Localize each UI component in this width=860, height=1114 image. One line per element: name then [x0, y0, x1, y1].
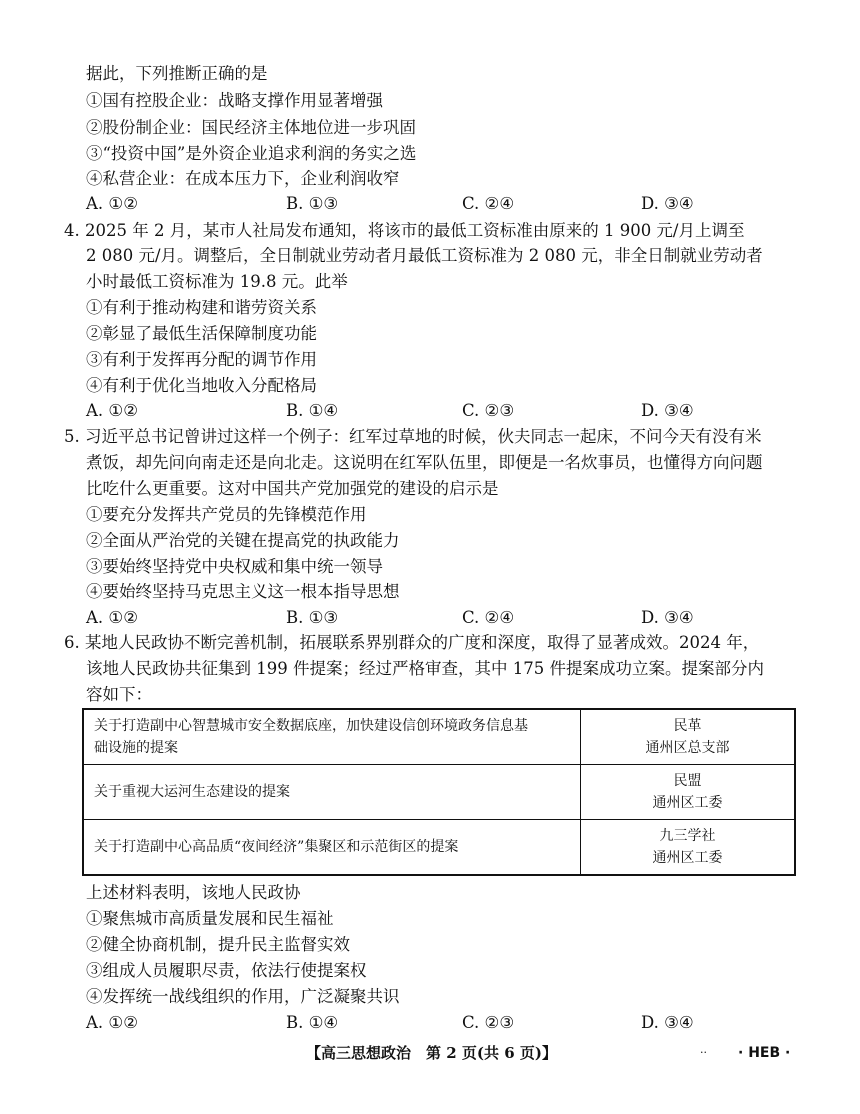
proposal-table [82, 708, 796, 876]
q4-statement-2: ②彰显了最低生活保障制度功能 [86, 324, 317, 343]
q5-option-c: C. ②④ [462, 608, 515, 627]
q4-option-b: B. ①④ [286, 401, 339, 420]
proposal-org-cell [581, 765, 796, 820]
q6-statement-3: ③组成人员履职尽责，依法行使提案权 [86, 961, 367, 980]
q6-option-a: A. ①② [86, 1013, 138, 1032]
q5-stem-line-1: 5. 习近平总书记曾讲过这样一个例子：红军过草地的时候，伙夫同志一起床，不问今天有没有米 [64, 427, 762, 446]
q5-statement-2: ②全面从严治党的关键在提高党的执政能力 [86, 531, 400, 550]
q5-option-d: D. ③④ [641, 608, 694, 627]
proposal-org-cell [581, 820, 796, 876]
q6-statement-4: ④发挥统一战线组织的作用，广泛凝聚共识 [86, 987, 400, 1006]
q4-statement-4: ④有利于优化当地收入分配格局 [86, 376, 317, 395]
q5-option-b: B. ①③ [286, 608, 339, 627]
q3-statement-4: ④私营企业：在成本压力下，企业利润收窄 [86, 169, 400, 188]
q5-stem-line-3: 比吃什么更重要。这对中国共产党加强党的建设的启示是 [86, 479, 499, 498]
proposal-org-unit: 通州区工委 [652, 850, 723, 866]
q5-statement-4: ④要始终坚持马克思主义这一根本指导思想 [86, 582, 400, 601]
proposal-title-cell [83, 820, 581, 876]
q3-option-c: C. ②④ [462, 194, 515, 213]
table-row [83, 709, 795, 765]
proposal-title-line: 关于打造副中心智慧城市安全数据底座，加快建设信创环境政务信息基 [94, 718, 528, 734]
q6-stem-line-1: 6. 某地人民政协不断完善机制，拓展联系界别群众的广度和深度，取得了显著成效。2024 年， [64, 633, 760, 652]
q6-statement-2: ②健全协商机制，提升民主监督实效 [86, 935, 350, 954]
proposal-title-line: 关于重视大运河生态建设的提案 [94, 784, 290, 800]
q3-option-a: A. ①② [86, 194, 138, 213]
proposal-org-name: 民革 [673, 718, 702, 734]
proposal-org-unit: 通州区工委 [652, 795, 723, 811]
q4-statement-3: ③有利于发挥再分配的调节作用 [86, 350, 317, 369]
q4-option-c: C. ②③ [462, 401, 515, 420]
proposal-title-line: 础设施的提案 [94, 740, 178, 756]
proposal-org-cell [581, 709, 796, 765]
q4-stem-line-2: 2 080 元/月。调整后，全日制就业劳动者月最低工资标准为 2 080 元，非全日制就业劳动者 [86, 246, 763, 265]
q3-statement-3: ③“投资中国”是外资企业追求利润的务实之选 [86, 144, 417, 163]
q4-stem-line-1: 4. 2025 年 2 月，某市人社局发布通知，将该市的最低工资标准由原来的 1 900 元/月上调至 [64, 221, 745, 240]
q5-option-a: A. ①② [86, 608, 138, 627]
q3-lead: 据此，下列推断正确的是 [86, 64, 268, 83]
footer-page-info: 【高三思想政治 第 2 页(共 6 页)】 [306, 1044, 557, 1062]
q6-statement-1: ①聚焦城市高质量发展和民生福祉 [86, 909, 334, 928]
q4-statement-1: ①有利于推动构建和谐劳资关系 [86, 298, 317, 317]
q4-option-d: D. ③④ [641, 401, 694, 420]
q6-option-b: B. ①④ [286, 1013, 339, 1032]
q4-option-a: A. ①② [86, 401, 138, 420]
proposal-title-cell [83, 709, 581, 765]
q6-after-table: 上述材料表明，该地人民政协 [86, 883, 301, 902]
q5-statement-1: ①要充分发挥共产党员的先锋模范作用 [86, 505, 367, 524]
proposal-title-line: 关于打造副中心高品质“夜间经济”集聚区和示范街区的提案 [94, 839, 459, 855]
table-row [83, 765, 795, 820]
q6-stem-line-3: 容如下： [86, 685, 152, 704]
proposal-title-cell [83, 765, 581, 820]
proposal-org-name: 民盟 [673, 773, 702, 789]
footer-code: · HEB · [738, 1045, 791, 1061]
proposal-org-unit: 通州区总支部 [645, 740, 730, 756]
q3-statement-1: ①国有控股企业：战略支撑作用显著增强 [86, 91, 383, 110]
q4-stem-line-3: 小时最低工资标准为 19.8 元。此举 [86, 272, 348, 291]
q5-statement-3: ③要始终坚持党中央权威和集中统一领导 [86, 557, 383, 576]
proposal-org-name: 九三学社 [659, 828, 716, 844]
q3-option-b: B. ①③ [286, 194, 339, 213]
footer-dots: ·· [700, 1046, 707, 1059]
q3-statement-2: ②股份制企业：国民经济主体地位进一步巩固 [86, 118, 416, 137]
q6-stem-line-2: 该地人民政协共征集到 199 件提案；经过严格审查，其中 175 件提案成功立案。提案部分内 [86, 659, 764, 678]
q5-stem-line-2: 煮饭，却先问向南走还是向北走。这说明在红军队伍里，即便是一名炊事员，也懂得方向问题 [86, 453, 763, 472]
q3-option-d: D. ③④ [641, 194, 694, 213]
q6-option-d: D. ③④ [641, 1013, 694, 1032]
q6-option-c: C. ②③ [462, 1013, 515, 1032]
table-row [83, 820, 795, 876]
